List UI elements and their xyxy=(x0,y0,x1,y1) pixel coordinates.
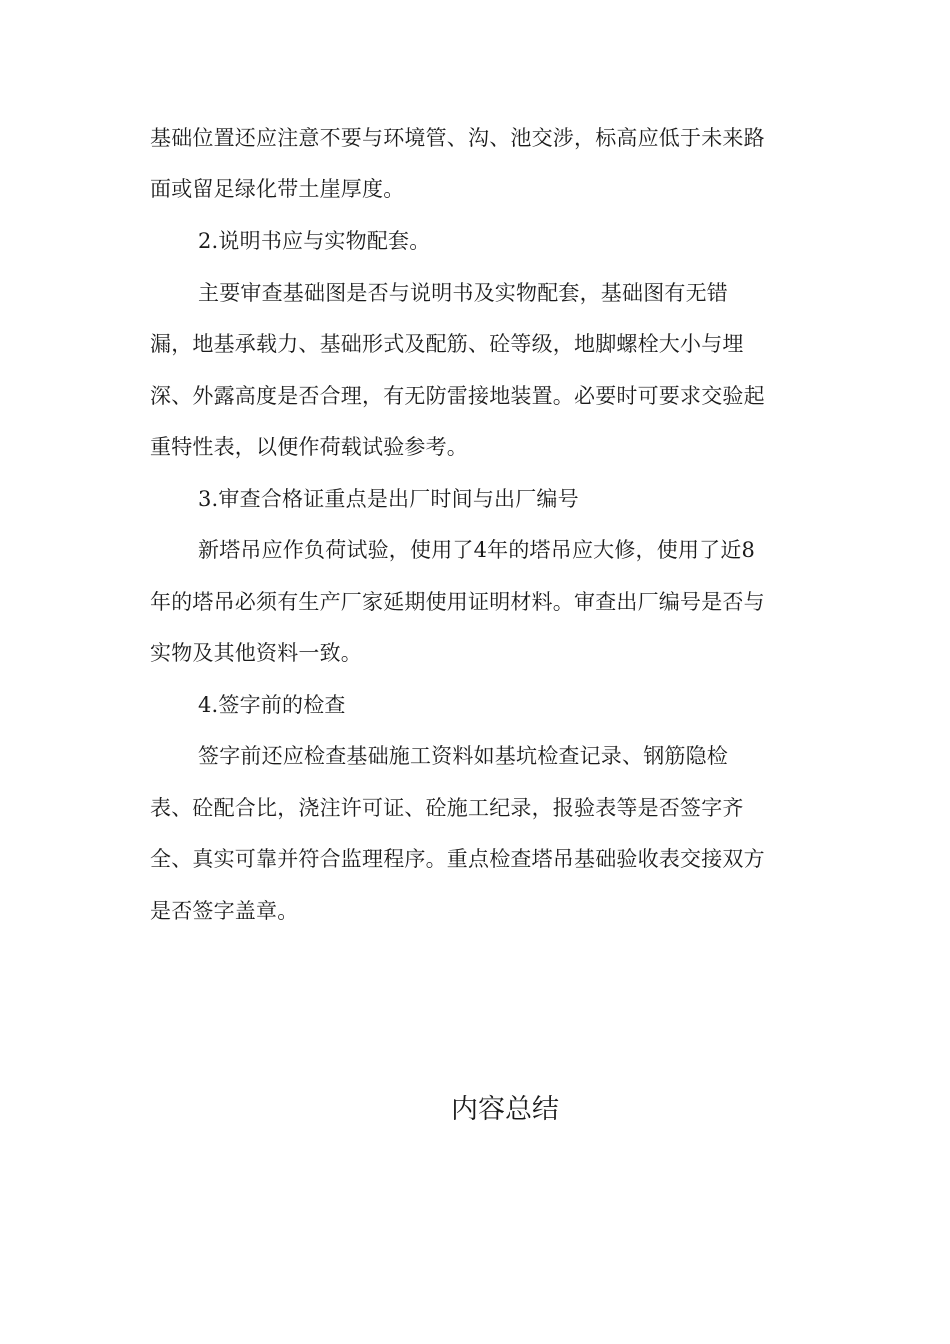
paragraph-line: 漏，地基承载力、基础形式及配筋、砼等级，地脚螺栓大小与埋 xyxy=(150,332,744,356)
section-heading: 3.审查合格证重点是出厂时间与出厂编号 xyxy=(198,487,579,511)
paragraph-line: 实物及其他资料一致。 xyxy=(150,641,362,665)
paragraph-line: 面或留足绿化带土崖厚度。 xyxy=(150,177,405,201)
paragraph-line: 是否签字盖章。 xyxy=(150,899,299,923)
paragraph-line: 签字前还应检查基础施工资料如基坑检查记录、钢筋隐检 xyxy=(198,744,728,768)
section-heading: 4.签字前的检查 xyxy=(198,693,346,717)
summary-title: 内容总结 xyxy=(451,1094,559,1125)
paragraph-line: 主要审查基础图是否与说明书及实物配套，基础图有无错 xyxy=(198,281,728,305)
paragraph-line: 年的塔吊必须有生产厂家延期使用证明材料。审查出厂编号是否与 xyxy=(150,590,765,614)
paragraph-line: 新塔吊应作负荷试验，使用了4年的塔吊应大修，使用了近8 xyxy=(198,538,756,562)
paragraph-line: 表、砼配合比，浇注许可证、砼施工纪录，报验表等是否签字齐 xyxy=(150,796,744,820)
paragraph-line: 重特性表，以便作荷载试验参考。 xyxy=(150,435,468,459)
paragraph-line: 全、真实可靠并符合监理程序。重点检查塔吊基础验收表交接双方 xyxy=(150,847,765,871)
section-heading: 2.说明书应与实物配套。 xyxy=(198,229,431,253)
paragraph-line: 基础位置还应注意不要与环境管、沟、池交涉，标高应低于未来路 xyxy=(150,126,765,150)
paragraph-line: 深、外露高度是否合理，有无防雷接地装置。必要时可要求交验起 xyxy=(150,384,765,408)
